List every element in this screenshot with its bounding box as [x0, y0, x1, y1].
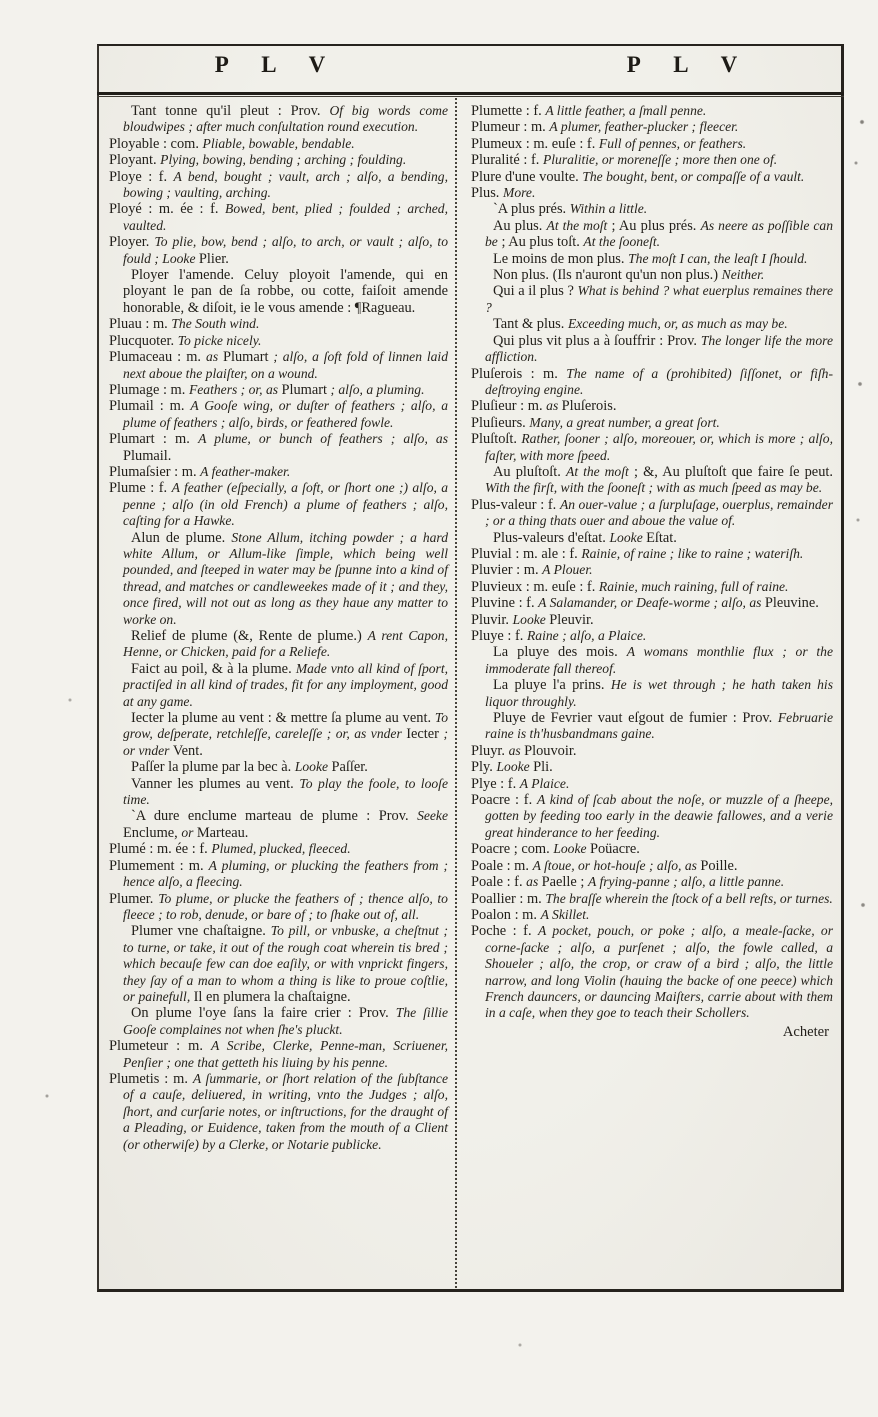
french-text: Ploye : f.	[109, 168, 174, 185]
dictionary-entry	[471, 628, 833, 644]
dictionary-entry	[109, 661, 448, 710]
french-text: Pluye de Fevrier vaut eſgout de fumier : Prov.	[493, 710, 778, 727]
dictionary-entry	[109, 480, 448, 529]
english-gloss: Feathers ; or, as	[188, 381, 282, 397]
english-gloss: A plume, or bunch of feathers ; alſo, as	[198, 431, 449, 447]
french-text: Ployer l'amende. Celuy ployoit l'amende, qui en ployant le pan de ſa robbe, ou cotte, faiſoit amende honorable, & diſoit, ie le vous amende : ¶Ragueau.	[123, 267, 448, 316]
dictionary-entry	[109, 808, 448, 841]
french-text: Plumeteur : m.	[109, 1038, 211, 1055]
french-text: Pluvier : m.	[471, 562, 543, 579]
dictionary-entry	[471, 316, 833, 332]
page-border-frame	[97, 44, 844, 1292]
french-text: Paſſer.	[331, 759, 368, 776]
dictionary-entry	[109, 382, 448, 398]
english-gloss: as	[206, 349, 223, 365]
french-text: Plure d'une voulte.	[471, 168, 583, 185]
english-gloss: Februarie raine is th'husbandmans gaine.	[485, 710, 833, 742]
dictionary-entry	[471, 595, 833, 611]
left-column	[109, 103, 448, 1153]
french-text: Pleuvir.	[549, 611, 594, 628]
french-text: Au plus.	[493, 217, 547, 234]
english-gloss: A kind of ſcab about the noſe, or muzzle of a ſheepe, gotten by feeding too early in the deawie fallowes, and a verie great hinderance to her feeding.	[485, 792, 833, 840]
french-text: Plumeur : m.	[471, 119, 550, 136]
french-text: Enclume,	[123, 824, 182, 841]
dictionary-entry	[471, 546, 833, 562]
english-gloss: What is behind ? what euerplus remaines there ?	[485, 283, 833, 315]
dictionary-entry	[471, 497, 833, 530]
french-text: Iecter	[406, 726, 439, 743]
english-gloss: The braſſe wherein the ſtock of a bell reſts, or turnes.	[545, 890, 833, 906]
french-text: Il en plumera la chaſtaigne.	[193, 988, 351, 1005]
dictionary-entry	[109, 316, 448, 332]
english-gloss: A frying-panne ; alſo, a little panne.	[588, 874, 785, 890]
french-text: Pluvir.	[471, 611, 513, 628]
dictionary-entry	[471, 710, 833, 743]
french-text: Plucquoter.	[109, 332, 178, 349]
english-gloss: Neither.	[721, 267, 765, 283]
dictionary-entry	[471, 792, 833, 841]
french-text: Au pluſtoſt.	[493, 463, 567, 480]
french-text: Plus-valeurs d'eſtat.	[493, 529, 610, 546]
english-gloss: A ſtoue, or hot-houſe ; alſo, as	[532, 857, 701, 873]
english-gloss: Made vnto all kind of ſport, practiſed in all kind of trades, fit for any imployment, good at any game.	[123, 660, 448, 709]
english-gloss: ; alſo, a pluming.	[327, 381, 425, 397]
french-text: Plye : f.	[471, 775, 520, 792]
french-text: Ply.	[471, 759, 497, 776]
french-text: ; &, Au pluſtoſt que faire ſe peut.	[628, 463, 833, 480]
dictionary-entry	[471, 169, 833, 185]
french-text: Plumaceau : m.	[109, 349, 207, 366]
dictionary-entry	[471, 119, 833, 135]
french-text: Plus.	[471, 185, 503, 202]
french-text: Poacre ; com.	[471, 841, 554, 858]
french-text: Tant tonne qu'il pleut : Prov.	[131, 103, 330, 119]
french-text: Pluvieux : m. euſe : f.	[471, 578, 599, 595]
dictionary-entry	[109, 759, 448, 775]
french-text: Poale : m.	[471, 857, 533, 874]
french-text: Qui plus vit plus a à ſouffrir : Prov.	[493, 332, 701, 349]
dictionary-entry	[109, 234, 448, 267]
english-gloss: To plume, or plucke the feathers of ; thence alſo, to fleece ; to rob, denude, or bare of ; to ſhake out of, all.	[123, 890, 448, 922]
french-text: Eſtat.	[646, 529, 677, 546]
dictionary-entry	[471, 136, 833, 152]
french-text: ; Au plus prés.	[607, 217, 701, 234]
english-gloss: At the ſooneſt.	[583, 234, 661, 250]
english-gloss: Looke	[496, 759, 534, 775]
french-text: Pluſerois.	[561, 398, 617, 415]
english-gloss: A Plaice.	[519, 775, 570, 791]
french-text: Poille.	[700, 857, 738, 874]
french-text: Ployable : com.	[109, 135, 203, 152]
dictionary-entry	[471, 644, 833, 677]
french-text: Plumer.	[109, 890, 159, 907]
french-text: Relief de plume (&, Rente de plume.)	[131, 628, 368, 644]
french-text: Poalon : m.	[471, 906, 541, 923]
english-gloss: The ſillie Gooſe complaines not when ſhe's pluckt.	[123, 1005, 448, 1037]
french-text: Plier.	[198, 250, 229, 267]
english-gloss: Of big words come bloudwipes ; after much conſultation round execution.	[123, 103, 448, 135]
english-gloss: More.	[503, 185, 536, 201]
french-text: Le moins de mon plus.	[493, 250, 629, 267]
french-text: Poacre : f.	[471, 792, 538, 809]
french-text: Pluvine : f.	[471, 595, 539, 612]
english-gloss: The moſt I can, the leaſt I ſhould.	[628, 250, 808, 266]
english-gloss: Rather, ſooner ; alſo, moreouer, or, which is more ; alſo, faſter, with more ſpeed.	[485, 431, 833, 463]
french-text: Paſſer la plume par la bec à.	[131, 759, 295, 776]
french-text: Poche : f.	[471, 923, 539, 940]
french-text: Plumail : m.	[109, 398, 191, 415]
dictionary-entry	[471, 366, 833, 399]
dictionary-entry	[471, 267, 833, 283]
dictionary-entry	[471, 562, 833, 578]
english-gloss: A bend, bought ; vault, arch ; alſo, a bending, bowing ; vaulting, arching.	[123, 168, 448, 201]
english-gloss: As neere as poſſible can be	[485, 217, 834, 250]
dictionary-entry	[471, 612, 833, 628]
dictionary-entry	[109, 464, 448, 480]
french-text: Ployer.	[109, 234, 155, 251]
french-text: Poüacre.	[589, 841, 640, 858]
dictionary-entry	[109, 891, 448, 924]
english-gloss: Full of pennes, or feathers.	[598, 135, 747, 151]
running-head-left: P L V	[214, 52, 340, 77]
french-text: Plumeux : m. euſe : f.	[471, 135, 599, 152]
english-gloss: To play the foole, to looſe time.	[123, 775, 448, 808]
english-gloss: as	[508, 742, 525, 758]
english-gloss: as	[546, 398, 562, 414]
dictionary-entry	[471, 858, 833, 874]
dictionary-entry	[109, 136, 448, 152]
dictionary-entry	[471, 415, 833, 431]
french-text: `A plus prés.	[493, 201, 570, 218]
english-gloss: Raine ; alſo, a Plaice.	[526, 628, 647, 643]
french-text: Ployé : m. ée : f.	[109, 201, 226, 218]
french-text: La pluye des mois.	[493, 644, 627, 661]
dictionary-entry	[471, 579, 833, 595]
dictionary-entry	[471, 333, 833, 366]
dictionary-entry	[471, 185, 833, 201]
french-text: Vent.	[172, 742, 203, 759]
english-gloss: A pocket, pouch, or poke ; alſo, a meale-ſacke, or corne-ſacke ; alſo, a purſenet ; alſo, the fowle called, a Shoueler ; alſo, the crop, or craw of a bird ; alſo, the little narrow, and long Violin (hauing the backe of one peece) which French dauncers, or dauncing Maiſters, carrie about with them in a caſe, when they goe to teach their Schollers.	[485, 923, 833, 1021]
english-gloss: The bought, bent, or compaſſe of a vault.	[582, 168, 805, 184]
english-gloss: Plying, bowing, bending ; arching ; foulding.	[160, 152, 407, 168]
dictionary-entry	[109, 923, 448, 1005]
english-gloss: The longer life the more affliction.	[485, 332, 833, 365]
dictionary-entry	[471, 891, 833, 907]
french-text: Pleuvine.	[764, 595, 819, 612]
dictionary-entry	[109, 710, 448, 759]
dictionary-entry	[471, 776, 833, 792]
french-text: Plouvoir.	[524, 742, 577, 759]
french-text: Paelle ;	[541, 874, 589, 891]
french-text: Plumart	[281, 381, 328, 398]
dictionary-entry	[471, 874, 833, 890]
english-gloss: A little feather, a ſmall penne.	[545, 103, 707, 118]
french-text: Poale : f.	[471, 874, 527, 891]
english-gloss: Looke	[609, 529, 647, 545]
english-gloss: A rent Capon, Henne, or Chicken, paid for a Reliefe.	[123, 628, 448, 660]
french-text: Plumement : m.	[109, 857, 209, 874]
french-text: Poallier : m.	[471, 890, 546, 907]
french-text: Pluſtoſt.	[471, 431, 522, 448]
english-gloss: Looke	[294, 759, 332, 775]
english-gloss: To grow, deſperate, retchleſſe, careleſſe ; or, as vnder	[123, 710, 448, 742]
english-gloss: Looke	[512, 611, 550, 627]
dictionary-entry	[109, 858, 448, 891]
french-text: ; Au plus toſt.	[497, 234, 584, 251]
english-gloss: A feather-maker.	[200, 463, 291, 479]
english-gloss: A Skillet.	[540, 906, 590, 922]
french-text: Tant & plus.	[493, 316, 568, 333]
dictionary-entry	[471, 251, 833, 267]
french-text: Non plus. (Ils n'auront qu'un non plus.)	[493, 267, 722, 284]
french-text: `A dure enclume marteau de plume : Prov.	[131, 808, 418, 825]
dictionary-entry	[471, 218, 833, 251]
dictionary-entry	[471, 398, 833, 414]
french-text: Pluſerois : m.	[471, 365, 567, 382]
dictionary-entry	[471, 923, 833, 1021]
english-gloss: At the moſt	[566, 463, 629, 479]
french-text: Pluau : m.	[109, 316, 172, 333]
dictionary-entry	[109, 201, 448, 234]
right-column	[471, 103, 833, 1040]
english-gloss: Bowed, bent, plied ; foulded ; arched, vaulted.	[123, 201, 448, 233]
english-gloss: Within a little.	[569, 201, 648, 217]
french-text: Qui a il plus ?	[493, 283, 578, 300]
english-gloss: A feather (eſpecially, a ſoft, or ſhort one ;) alſo, a penne ; alſo (in old French) a plume of feathers ; alſo, caſting for a Hawke.	[123, 480, 448, 529]
dictionary-entry	[471, 283, 833, 316]
english-gloss: Rainie, of raine ; like to raine ; wateriſh.	[581, 545, 804, 561]
english-gloss: Pliable, bowable, bendable.	[202, 135, 355, 151]
dictionary-entry	[471, 743, 833, 759]
dictionary-entry	[109, 267, 448, 316]
english-gloss: ; or vnder	[123, 726, 448, 758]
dictionary-entry	[471, 431, 833, 464]
french-text: Ployant.	[109, 152, 161, 169]
dictionary-entry	[109, 628, 448, 661]
french-text: Marteau.	[196, 824, 249, 841]
english-gloss: ; alſo, a ſoft fold of linnen laid next aboue the plaiſter, on a wound.	[123, 349, 448, 381]
french-text: Plumaſsier : m.	[109, 463, 201, 480]
english-gloss: To pill, or vnbuske, a cheſtnut ; to turne, or take, it out of the rough coat wherein tis bred ; which becauſe few can doe eaſily, or with vnprickt fingers, they ſay of a man to whom a thing is like to proue coſtlie, or painefull,	[123, 923, 448, 1004]
dictionary-entry	[471, 201, 833, 217]
dictionary-entry	[109, 1071, 448, 1153]
dictionary-entry	[109, 841, 448, 857]
french-text: Plumer vne chaſtaigne.	[131, 923, 271, 940]
french-text: Plumail.	[123, 447, 172, 464]
dictionary-entry	[109, 530, 448, 628]
english-gloss: The South wind.	[171, 316, 260, 332]
english-gloss: or	[181, 824, 197, 840]
english-gloss: Looke	[553, 841, 590, 857]
french-text: Plumette : f.	[471, 103, 546, 119]
english-gloss: A Gooſe wing, or duſter of feathers ; alſo, a plume of feathers ; alſo, birds, or feathered fowle.	[123, 398, 449, 430]
english-gloss: He is wet through ; he hath taken his liquor throughly.	[485, 677, 833, 709]
dictionary-entry	[109, 1005, 448, 1038]
dictionary-entry	[109, 349, 448, 382]
dictionary-entry	[109, 431, 448, 464]
dictionary-entry	[471, 530, 833, 546]
dictionary-entry	[471, 841, 833, 857]
french-text: Alun de plume.	[131, 529, 232, 546]
french-text: La pluye l'a prins.	[493, 677, 611, 694]
dictionary-entry	[471, 677, 833, 710]
french-text: Plumart : m.	[109, 431, 199, 448]
french-text: Iecter la plume au vent : & mettre ſa plume au vent.	[131, 710, 435, 727]
english-gloss: A Scribe, Clerke, Penne-man, Scriuener, Penſier ; one that getteth his liuing by his penne.	[123, 1038, 449, 1070]
running-head-right: P L V	[626, 52, 752, 77]
dictionary-entry	[109, 152, 448, 168]
english-gloss: as	[526, 874, 542, 890]
french-text: Pluſieur : m.	[471, 398, 547, 415]
french-text: Plumetis : m.	[109, 1070, 193, 1087]
french-text: Plumart	[222, 349, 269, 366]
dictionary-entry	[109, 776, 448, 809]
english-gloss: The name of a (prohibited) ſiſſonet, or fiſh-deſtroying engine.	[485, 365, 833, 397]
dictionary-entry	[471, 759, 833, 775]
french-text: Pluyr.	[471, 742, 509, 759]
english-gloss: Rainie, much raining, full of raine.	[598, 578, 789, 594]
english-gloss: A womans monthlie flux ; or the immoderate fall thereof.	[485, 644, 833, 676]
english-gloss: Plumed, plucked, fleeced.	[211, 841, 351, 857]
english-gloss: Stone Allum, itching powder ; a hard white Allum, or Allum-like ſimple, which being well pounded, and ſteeped in water may be ſpunne into a kind of thread, and matches or candleweekes made of it ; and they, once fired, will not out as long as they haue any matter to worke on.	[123, 529, 448, 627]
french-text: Pluvial : m. ale : f.	[471, 545, 582, 562]
english-gloss: An ouer-value ; a ſurpluſage, ouerplus, remainder ; or a thing thats ouer and aboue the value of.	[485, 496, 833, 529]
french-text: Plumage : m.	[109, 381, 189, 398]
dictionary-entry	[471, 152, 833, 168]
english-gloss: A pluming, or plucking the feathers from ; hence alſo, a fleecing.	[123, 857, 448, 890]
dictionary-entry	[109, 169, 448, 202]
dictionary-entry	[471, 103, 833, 119]
english-gloss: To picke nicely.	[177, 332, 262, 348]
french-text: Plumé : m. ée : f.	[109, 841, 212, 858]
dictionary-entry	[471, 464, 833, 497]
english-gloss: With the firſt, with the ſooneſt ; with as much ſpeed as may be.	[485, 480, 823, 496]
dictionary-entry	[109, 398, 448, 431]
french-text: Plume : f.	[109, 480, 172, 497]
dictionary-entry	[109, 103, 448, 136]
french-text: Pluſieurs.	[471, 414, 530, 431]
english-gloss: Pluralitie, or moreneſſe ; more then one of.	[542, 152, 778, 168]
dictionary-entry	[109, 333, 448, 349]
french-text: Pli.	[533, 759, 553, 776]
english-gloss: A plumer, feather-plucker ; fleecer.	[549, 119, 739, 135]
dictionary-entry	[471, 907, 833, 923]
english-gloss: Seeke	[417, 808, 448, 824]
catchword: Acheter	[782, 1023, 829, 1040]
english-gloss: A Plouer.	[542, 562, 593, 578]
english-gloss: Exceeding much, or, as much as may be.	[567, 316, 788, 332]
english-gloss: A ſummarie, or ſhort relation of the ſubſtance of a cauſe, deliuered, in writing, vnto the Judges ; alſo, ſhort, and curſarie notes, or inſtructions, for the draught of a Pleading, or Euidence, taken from the mouth of a Client (or otherwiſe) by a Clerke, or Notarie publicke.	[123, 1070, 448, 1152]
french-text: Pluye : f.	[471, 628, 527, 644]
english-gloss: A Salamander, or Deafe-worme ; alſo, as	[538, 595, 765, 611]
french-text: Vanner les plumes au vent.	[131, 775, 300, 792]
column-divider	[455, 98, 457, 1288]
english-gloss: Many, a great number, a great ſort.	[529, 414, 720, 430]
english-gloss: To plie, bow, bend ; alſo, to arch, or vault ; alſo, to fould ; Looke	[123, 234, 448, 266]
french-text: Faict au poil, & à la plume.	[131, 660, 296, 677]
dictionary-entry	[109, 1038, 448, 1071]
english-gloss: At the moſt	[546, 217, 608, 233]
french-text: Plus-valeur : f.	[471, 496, 560, 513]
french-text: Pluralité : f.	[471, 152, 543, 169]
french-text: On plume l'oye ſans la faire crier : Prov.	[131, 1005, 396, 1022]
header-rule	[97, 92, 844, 97]
